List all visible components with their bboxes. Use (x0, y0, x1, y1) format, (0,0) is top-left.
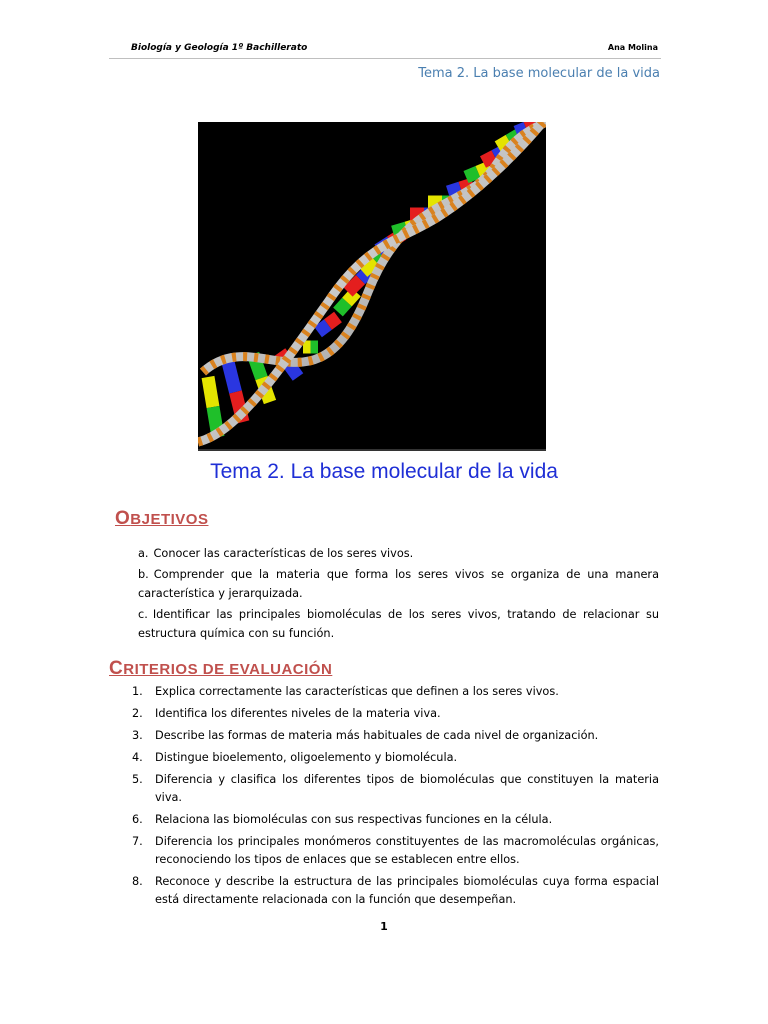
criterio-number: 3. (132, 729, 143, 742)
criterio-number: 5. (132, 773, 143, 786)
criterios-heading-initial: C (109, 658, 124, 679)
objetivo-item (138, 565, 659, 603)
criterio-text: Diferencia los principales monómeros constituyentes de las macromoléculas orgánicas, reconociendo los tipos de enlaces que se establecen entre ellos. (155, 835, 659, 866)
objetivos-list (138, 544, 659, 645)
header-author: Ana Molina (607, 43, 658, 52)
objetivo-text: Conocer las características de los seres vivos. (153, 547, 414, 560)
page-number: 1 (380, 920, 388, 933)
base-pair-segment (328, 317, 338, 325)
criterio-item (128, 727, 659, 745)
objetivos-heading-initial: O (115, 508, 131, 529)
base-pair-segment (466, 172, 478, 177)
criterio-text: Identifica los diferentes niveles de la materia viva. (155, 707, 441, 720)
base-pair-segment (338, 302, 347, 312)
criterios-list (128, 683, 659, 913)
criterio-item (128, 811, 659, 829)
criterio-number: 6. (132, 813, 143, 826)
objetivos-heading (115, 508, 208, 530)
header-course: Biología y Geología 1º Bachillerato (131, 43, 308, 53)
objetivo-text: Identificar las principales biomoléculas de los seres vivos, tratando de relacionar su estructura química con su función. (138, 608, 659, 640)
criterio-text: Reconoce y describe la estructura de las principales biomoléculas cuya forma espacial está directamente relacionada con la función que desempeñan. (155, 875, 659, 906)
criterio-item (128, 749, 659, 767)
criterios-heading (109, 658, 332, 680)
criterio-number: 4. (132, 751, 143, 764)
dna-double-helix-image (198, 122, 546, 451)
criterio-text: Relaciona las biomoléculas con sus respectivas funciones en la célula. (155, 813, 553, 826)
base-pair-segment (208, 377, 213, 407)
criterio-text: Explica correctamente las características que definen a los seres vivos. (155, 685, 559, 698)
objetivo-item (138, 544, 659, 563)
criterio-number: 2. (132, 707, 143, 720)
base-pair-segment (483, 156, 495, 162)
objetivo-text: Comprender que la materia que forma los seres vivos se organiza de una manera característica y jerarquizada. (138, 568, 659, 600)
criterio-text: Describe las formas de materia más habituales de cada nivel de organización. (155, 729, 599, 742)
objetivo-key: c. (138, 608, 148, 621)
document-title: Tema 2. La base molecular de la vida (210, 460, 558, 483)
objetivo-key: b. (138, 568, 149, 581)
criterio-text: Distingue bioelemento, oligoelemento y biomolécula. (155, 751, 458, 764)
criterio-item (128, 873, 659, 909)
criterio-text: Diferencia y clasifica los diferentes tipos de biomoléculas que constituyen la materia viva. (155, 773, 659, 804)
criterio-item (128, 771, 659, 807)
page-subheader: Tema 2. La base molecular de la vida (418, 66, 660, 81)
base-pair-segment (228, 362, 236, 392)
criterio-number: 8. (132, 875, 143, 888)
criterio-item (128, 705, 659, 723)
criterio-item (128, 833, 659, 869)
criterio-number: 1. (132, 685, 143, 698)
objetivo-key: a. (138, 547, 149, 560)
criterio-number: 7. (132, 835, 143, 848)
page-header (109, 42, 661, 59)
objetivo-item (138, 605, 659, 643)
base-pair-segment (318, 325, 328, 333)
criterios-heading-rest: RITERIOS DE EVALUACIÓN (123, 661, 333, 678)
criterio-item (128, 683, 659, 701)
dna-helix-svg (198, 122, 546, 447)
objetivos-heading-rest: BJETIVOS (130, 511, 209, 528)
base-pair-segment (348, 280, 361, 293)
